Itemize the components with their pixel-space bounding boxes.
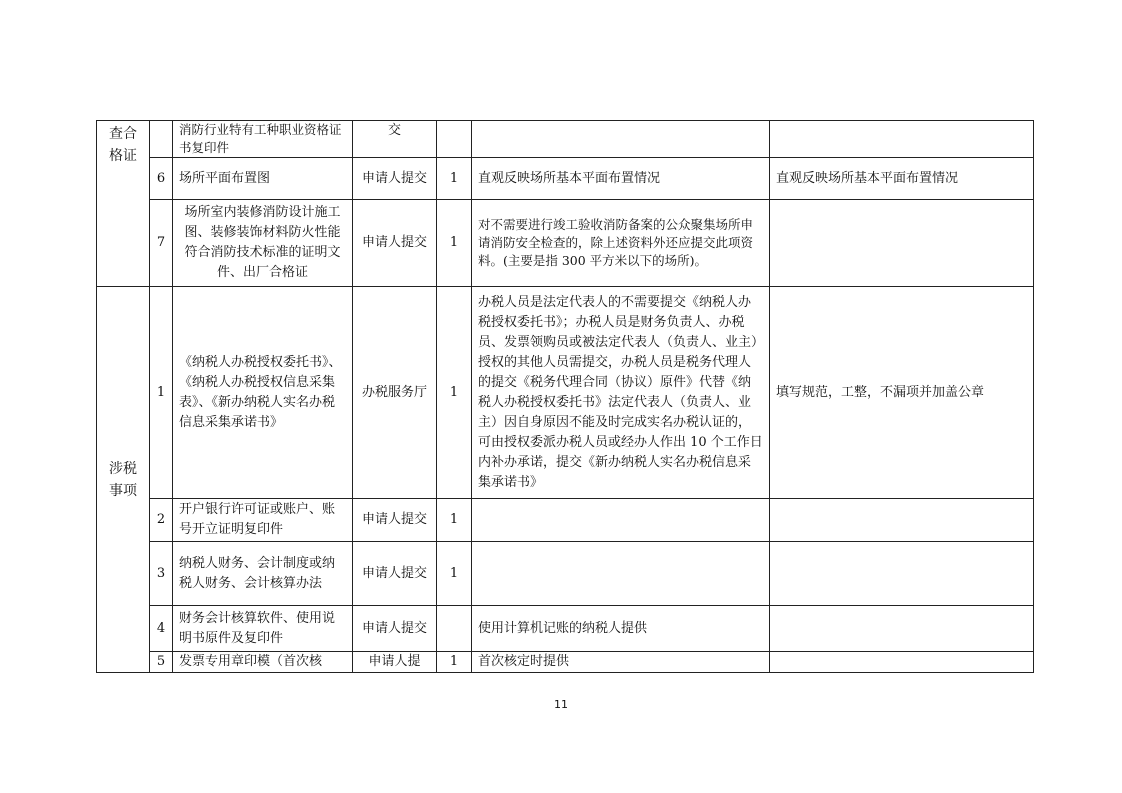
requirement-cell: 使用计算机记账的纳税人提供 (472, 606, 770, 652)
standard-cell: 填写规范，工整，不漏项并加盖公章 (770, 287, 1034, 499)
material-cell: 消防行业特有工种职业资格证书复印件 (173, 121, 353, 158)
source-cell: 申请人提交 (353, 158, 437, 200)
category-cell: 涉税事项 (97, 287, 150, 673)
row-number: 3 (150, 542, 173, 606)
source-cell: 申请人提交 (353, 499, 437, 542)
count-cell: 1 (437, 652, 472, 673)
material-cell: 纳税人财务、会计制度或纳税人财务、会计核算办法 (173, 542, 353, 606)
material-cell: 发票专用章印模（首次核 (173, 652, 353, 673)
requirement-cell: 办税人员是法定代表人的不需要提交《纳税人办税授权委托书》；办税人员是财务负责人、办税员、发票领购员或被法定代表人（负责人、业主）授权的其他人员需提交，办税人员是税务代理人的提交《税务代理合同（协议）原件》代替《纳税人办税授权委托书》法定代表人（负责人、业主）因自身原因不能及时完成实名办税认证的，可由授权委派办税人员或经办人作出 10 个工作日内补办承诺，提交《新办纳税人实名办税信息采集承诺书》 (472, 287, 770, 499)
requirement-cell: 直观反映场所基本平面布置情况 (472, 158, 770, 200)
source-cell: 申请人提交 (353, 542, 437, 606)
table-row (97, 200, 1034, 287)
table-row (97, 121, 1034, 158)
count-cell (437, 121, 472, 158)
source-cell: 申请人提交 (353, 200, 437, 287)
requirement-cell: 对不需要进行竣工验收消防备案的公众聚集场所申请消防安全检查的，除上述资料外还应提交此项资料。(主要是指 300 平方米以下的场所)。 (472, 200, 770, 287)
standard-cell: 直观反映场所基本平面布置情况 (770, 158, 1034, 200)
document-table (96, 120, 1034, 673)
standard-cell (770, 652, 1034, 673)
count-cell: 1 (437, 200, 472, 287)
table-row (97, 499, 1034, 542)
requirement-cell (472, 121, 770, 158)
row-number (150, 121, 173, 158)
table-row (97, 287, 1034, 499)
table-row (97, 652, 1034, 673)
material-cell: 开户银行许可证或账户、账号开立证明复印件 (173, 499, 353, 542)
standard-cell (770, 200, 1034, 287)
table-row (97, 158, 1034, 200)
count-cell: 1 (437, 499, 472, 542)
page-number: 11 (554, 698, 568, 711)
standard-cell (770, 499, 1034, 542)
requirement-cell (472, 542, 770, 606)
row-number: 1 (150, 287, 173, 499)
standard-cell (770, 606, 1034, 652)
count-cell: 1 (437, 542, 472, 606)
requirement-cell (472, 499, 770, 542)
material-cell: 财务会计核算软件、使用说明书原件及复印件 (173, 606, 353, 652)
requirement-cell: 首次核定时提供 (472, 652, 770, 673)
material-cell: 《纳税人办税授权委托书》、《纳税人办税授权信息采集表》、《新办纳税人实名办税信息采集承诺书》 (173, 287, 353, 499)
row-number: 4 (150, 606, 173, 652)
table-row (97, 542, 1034, 606)
source-cell: 申请人提交 (353, 606, 437, 652)
material-cell: 场所平面布置图 (173, 158, 353, 200)
table-row (97, 606, 1034, 652)
row-number: 5 (150, 652, 173, 673)
count-cell: 1 (437, 158, 472, 200)
category-cell: 查合格证 (97, 121, 150, 287)
count-cell: 1 (437, 287, 472, 499)
standard-cell (770, 121, 1034, 158)
count-cell (437, 606, 472, 652)
source-cell: 申请人提 (353, 652, 437, 673)
row-number: 7 (150, 200, 173, 287)
source-cell: 办税服务厅 (353, 287, 437, 499)
source-cell: 交 (353, 121, 437, 158)
standard-cell (770, 542, 1034, 606)
row-number: 6 (150, 158, 173, 200)
row-number: 2 (150, 499, 173, 542)
material-cell: 场所室内装修消防设计施工图、装修装饰材料防火性能符合消防技术标准的证明文件、出厂合格证 (173, 200, 353, 287)
